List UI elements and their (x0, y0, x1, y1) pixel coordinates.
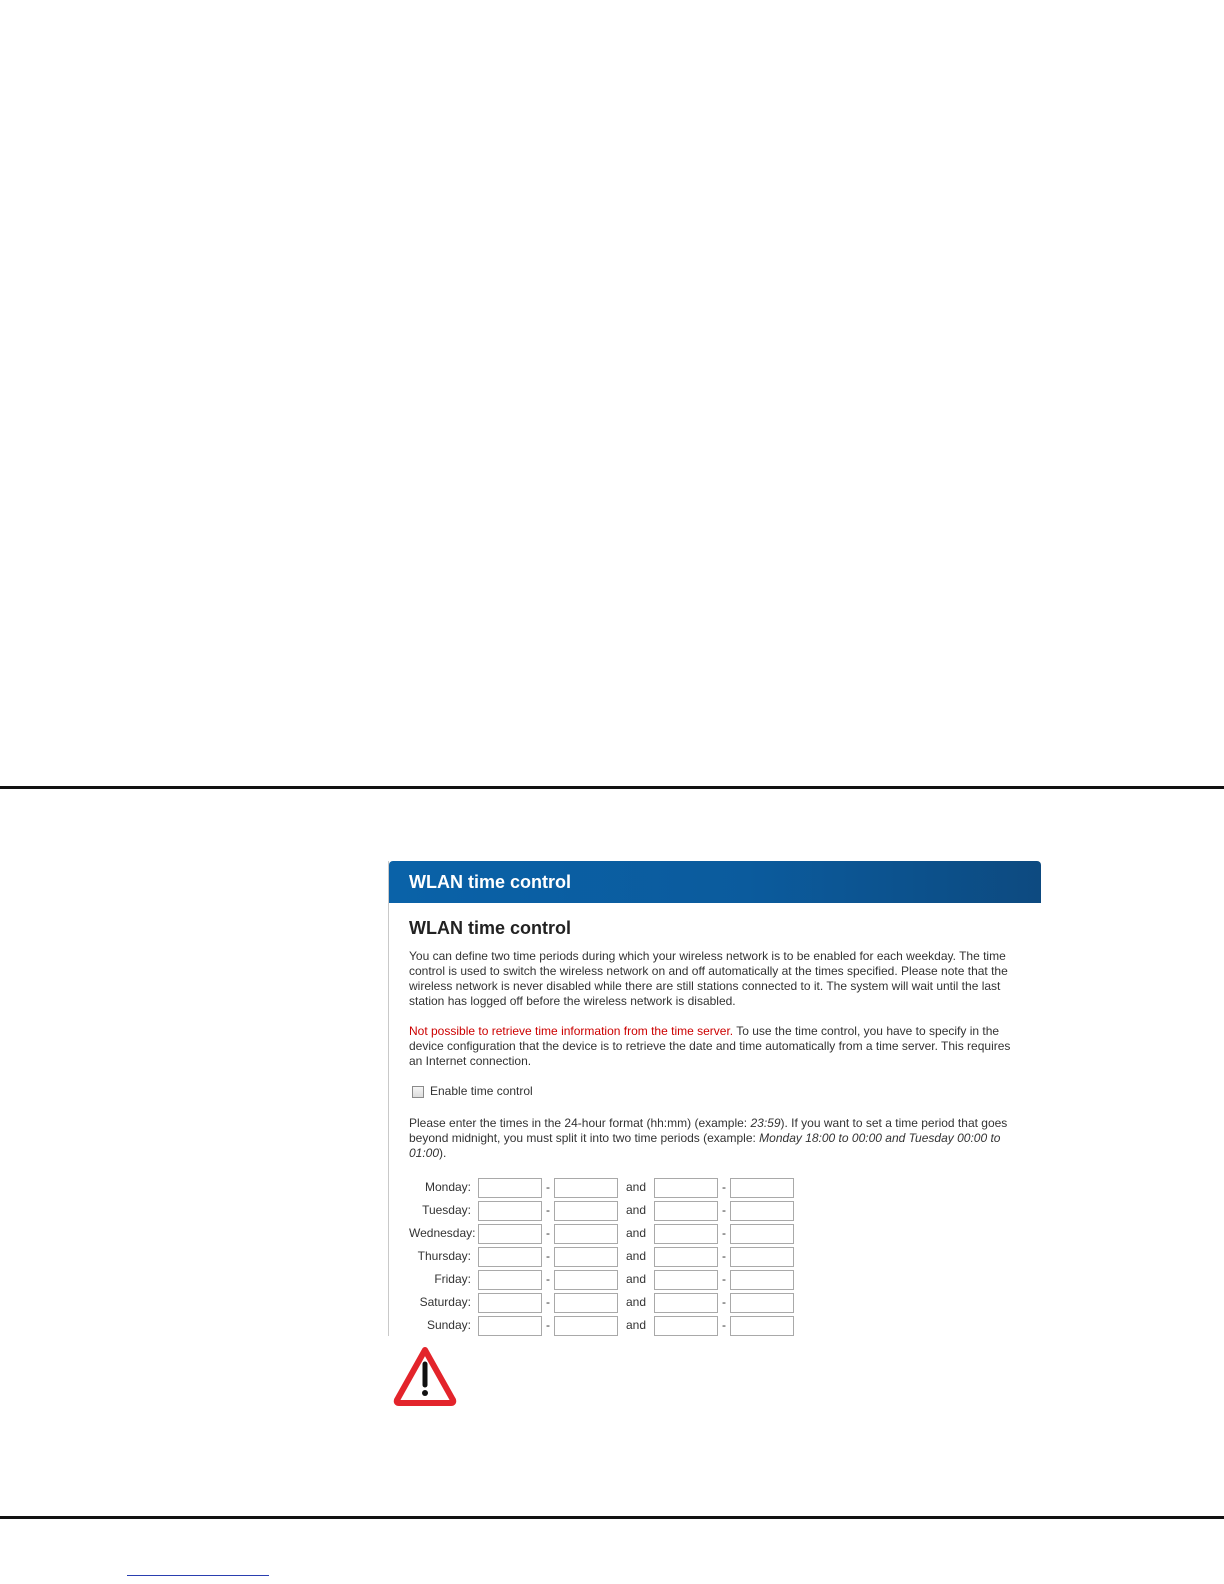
period2-end-input[interactable] (730, 1201, 794, 1221)
range-dash: - (546, 1180, 550, 1194)
period2-start-input[interactable] (654, 1270, 718, 1290)
and-separator: and (625, 1249, 647, 1263)
period1-end-input[interactable] (554, 1316, 618, 1336)
panel-body (389, 903, 1041, 1337)
range-dash: - (546, 1226, 550, 1240)
period1-end-input[interactable] (554, 1247, 618, 1267)
period2-end-input[interactable] (730, 1270, 794, 1290)
range-dash: - (722, 1226, 726, 1240)
wlan-time-control-panel (388, 861, 1041, 1336)
period1-start-input[interactable] (478, 1201, 542, 1221)
range-dash: - (722, 1272, 726, 1286)
enable-time-control-label[interactable]: Enable time control (430, 1084, 533, 1098)
weekday-row (409, 1245, 1021, 1268)
and-separator: and (625, 1226, 647, 1240)
period2-end-input[interactable] (730, 1178, 794, 1198)
period1-end-input[interactable] (554, 1178, 618, 1198)
period2-start-input[interactable] (654, 1201, 718, 1221)
and-separator: and (625, 1318, 647, 1332)
page-divider-top (0, 786, 1224, 789)
period2-end-input[interactable] (730, 1224, 794, 1244)
format-hint (409, 1116, 1021, 1161)
period1-end-input[interactable] (554, 1270, 618, 1290)
period2-start-input[interactable] (654, 1316, 718, 1336)
period1-start-input[interactable] (478, 1247, 542, 1267)
period2-start-input[interactable] (654, 1178, 718, 1198)
page-divider-bottom (0, 1516, 1224, 1519)
weekday-label: Wednesday: (409, 1226, 476, 1240)
range-dash: - (722, 1318, 726, 1332)
range-dash: - (546, 1272, 550, 1286)
enable-time-control-row[interactable] (412, 1084, 1021, 1099)
range-dash: - (546, 1249, 550, 1263)
period1-start-input[interactable] (478, 1316, 542, 1336)
weekday-row (409, 1314, 1021, 1337)
intro-text: You can define two time periods during which your wireless network is to be enabled for each weekday. The time control is used to switch the wireless network on and off automatically at the times specified. Please note that the wireless network is never disabled while there are still stations connected to it. The system will wait until the last station has logged off before the wireless network is disabled. (409, 949, 1008, 1008)
range-dash: - (722, 1180, 726, 1194)
range-dash: - (722, 1203, 726, 1217)
period2-end-input[interactable] (730, 1316, 794, 1336)
hint-example-1: 23:59 (750, 1116, 781, 1130)
weekday-label: Thursday: (417, 1249, 471, 1263)
error-followup: To use the time control, you have to specify in the device configuration that the device is to retrieve the date and time automatically from a time server. This requires an Internet connection. (409, 1024, 1011, 1068)
period1-start-input[interactable] (478, 1270, 542, 1290)
range-dash: - (546, 1203, 550, 1217)
period1-start-input[interactable] (478, 1178, 542, 1198)
weekday-label: Monday: (424, 1180, 471, 1194)
period2-start-input[interactable] (654, 1247, 718, 1267)
period1-end-input[interactable] (554, 1293, 618, 1313)
range-dash: - (722, 1295, 726, 1309)
weekday-row (409, 1176, 1021, 1199)
period1-start-input[interactable] (478, 1293, 542, 1313)
warning-triangle-icon (392, 1345, 458, 1407)
range-dash: - (546, 1318, 550, 1332)
period2-end-input[interactable] (730, 1293, 794, 1313)
range-dash: - (546, 1295, 550, 1309)
weekday-label: Sunday: (426, 1318, 471, 1332)
and-separator: and (625, 1295, 647, 1309)
weekday-label: Tuesday: (422, 1203, 471, 1217)
enable-time-control-checkbox[interactable] (412, 1086, 424, 1098)
period2-start-input[interactable] (654, 1224, 718, 1244)
weekday-label: Friday: (434, 1272, 471, 1286)
hint-text-1: Please enter the times in the 24-hour format (hh:mm) (example: (409, 1116, 751, 1130)
footer-link-underline (127, 1575, 269, 1576)
period1-start-input[interactable] (478, 1224, 542, 1244)
weekday-row (409, 1222, 1021, 1245)
period2-end-input[interactable] (730, 1247, 794, 1267)
and-separator: and (625, 1272, 647, 1286)
weekday-time-table (409, 1176, 1021, 1337)
error-paragraph (409, 1024, 1021, 1069)
weekday-row (409, 1291, 1021, 1314)
period1-end-input[interactable] (554, 1201, 618, 1221)
content-title: WLAN time control (409, 918, 571, 938)
weekday-label: Saturday: (419, 1295, 471, 1309)
period2-start-input[interactable] (654, 1293, 718, 1313)
and-separator: and (625, 1180, 647, 1194)
range-dash: - (722, 1249, 726, 1263)
error-message: Not possible to retrieve time information from the time server. (409, 1024, 734, 1038)
hint-text-3: ). (439, 1146, 447, 1160)
panel-header: WLAN time control (389, 861, 1041, 903)
weekday-row (409, 1268, 1021, 1291)
hint-text-2: ). If you want to set a time period that goes beyond midnight, you must split it into two time periods (example: (409, 1116, 1008, 1145)
period1-end-input[interactable] (554, 1224, 618, 1244)
hint-example-2: Monday 18:00 to 00:00 and Tuesday 00:00 to 01:00 (409, 1131, 1001, 1160)
and-separator: and (625, 1203, 647, 1217)
weekday-row (409, 1199, 1021, 1222)
